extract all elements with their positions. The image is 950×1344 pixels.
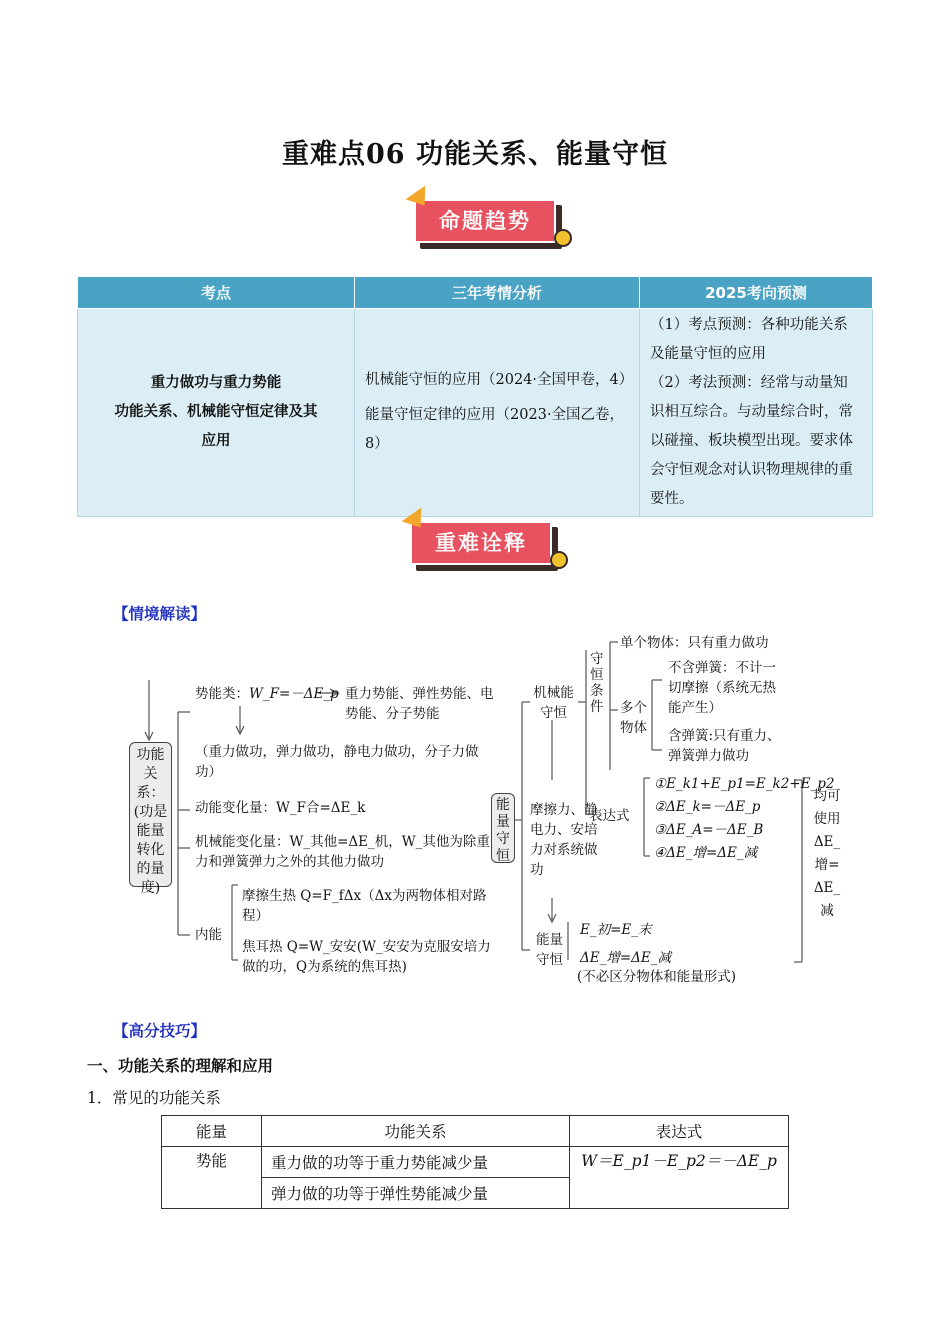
knob-icon: [550, 551, 568, 569]
mech-change: 机械能变化量：W_其他=ΔE_机，W_其他为除重力和弹簧弹力之外的其他力做功: [195, 834, 490, 870]
expression-cell: W＝E_p1－E_p2＝－ΔE_p: [570, 1147, 789, 1209]
potential-formula: W_F=－ΔE_p: [249, 686, 339, 702]
joule-heat: 焦耳热 Q=W_安安(W_安安为克服安培力做的功，Q为系统的焦耳热): [242, 939, 491, 975]
internal-label: 内能: [195, 927, 222, 943]
forecast-cell: [640, 309, 873, 517]
header-cell: 考点: [78, 277, 355, 309]
potential-result: 重力势能、弹性势能、电势能、分子势能: [345, 686, 494, 722]
multiple-objects: 多个物体: [620, 700, 647, 736]
friction-heat: 摩擦生热 Q=F_fΔx（Δx为两物体相对路程）: [242, 888, 487, 924]
trend-table: [77, 276, 873, 517]
analysis-cell: [355, 309, 640, 517]
energy-item: E_初=E_末: [580, 922, 652, 938]
forecast-item: （2）考法预测：经常与动量知识相互综合。与动量综合时，常以碰撞、板块模型出现。要求体会守恒观念对认识物理规律的重要性。: [650, 375, 853, 507]
topic-line: 功能关系、机械能守恒定律及其: [114, 404, 318, 420]
header-cell: 表达式: [570, 1116, 789, 1147]
knob-icon: [554, 229, 572, 247]
analysis-badge-label: 重难诠释: [410, 521, 552, 565]
friction-etc: 摩擦力、静电力、安培力对系统做功: [530, 802, 598, 878]
section-heading: 一、功能关系的理解和应用: [87, 1057, 274, 1075]
situation-tag: 【情境解读】: [113, 605, 207, 623]
work-energy-box: 功能关系：(功是能量转化的量度): [129, 742, 172, 887]
expression-label: 表达式: [589, 808, 630, 824]
topic-line: 应用: [201, 433, 231, 449]
topic-line: 重力做功与重力势能: [150, 375, 282, 391]
energy-item: ΔE_增=ΔE_减: [580, 950, 672, 966]
potential-note: （重力做功，弹力做功，静电力做功，分子力做功）: [195, 744, 479, 780]
energy-note: (不必区分物体和能量形式): [577, 969, 737, 985]
trend-badge: [412, 197, 572, 251]
forecast-item: （1）考点预测：各种功能关系及能量守恒的应用: [650, 317, 848, 362]
header-cell: 三年考情分析: [355, 277, 640, 309]
trend-badge-label: 命题趋势: [414, 199, 556, 243]
subsection-heading: 1．常见的功能关系: [87, 1089, 221, 1107]
page-title: 重难点06 功能关系、能量守恒: [282, 139, 668, 170]
energy-conservation-box: 能量守恒: [491, 793, 515, 863]
kinetic-change: 动能变化量：W_F合=ΔE_k: [195, 800, 366, 816]
right-note: 均可使用 ΔE_增= ΔE_减: [813, 788, 841, 919]
analysis-item: 机械能守恒的应用（2024·全国甲卷，4）: [365, 372, 634, 388]
expression-item: ④ΔE_增=ΔE_减: [654, 845, 758, 861]
header-cell: 能量: [162, 1116, 262, 1147]
category-cell: 势能: [162, 1147, 262, 1209]
energy-conservation: 能量守恒: [536, 932, 563, 968]
mech-conservation: 机械能守恒: [533, 685, 574, 721]
expression-item: ①E_k1+E_p1=E_k2+E_p2: [654, 776, 835, 792]
analysis-item: 能量守恒定律的应用（2023·全国乙卷，8）: [365, 407, 625, 452]
tips-tag: 【高分技巧】: [113, 1022, 207, 1040]
with-spring: 含弹簧:只有重力、弹簧弹力做功: [668, 728, 781, 764]
expression-item: ③ΔE_A=－ΔE_B: [654, 822, 764, 838]
potential-label: [195, 684, 339, 704]
header-cell: 2025考向预测: [640, 277, 873, 309]
potential-label-text: 势能类：: [195, 686, 249, 702]
expression-item: ②ΔE_k=－ΔE_p: [654, 799, 761, 815]
relation-table: [161, 1115, 789, 1209]
relation-cell: 弹力做的功等于弹性势能减少量: [262, 1178, 570, 1209]
topic-cell: [78, 309, 355, 517]
no-spring: 不含弹簧：不计一切摩擦（系统无热能产生）: [668, 660, 776, 716]
single-object: 单个物体：只有重力做功: [620, 635, 769, 651]
conservation-condition: 守恒条件: [590, 651, 604, 715]
relation-cell: 重力做的功等于重力势能减少量: [262, 1147, 570, 1178]
analysis-badge: [408, 519, 568, 573]
header-cell: 功能关系: [262, 1116, 570, 1147]
